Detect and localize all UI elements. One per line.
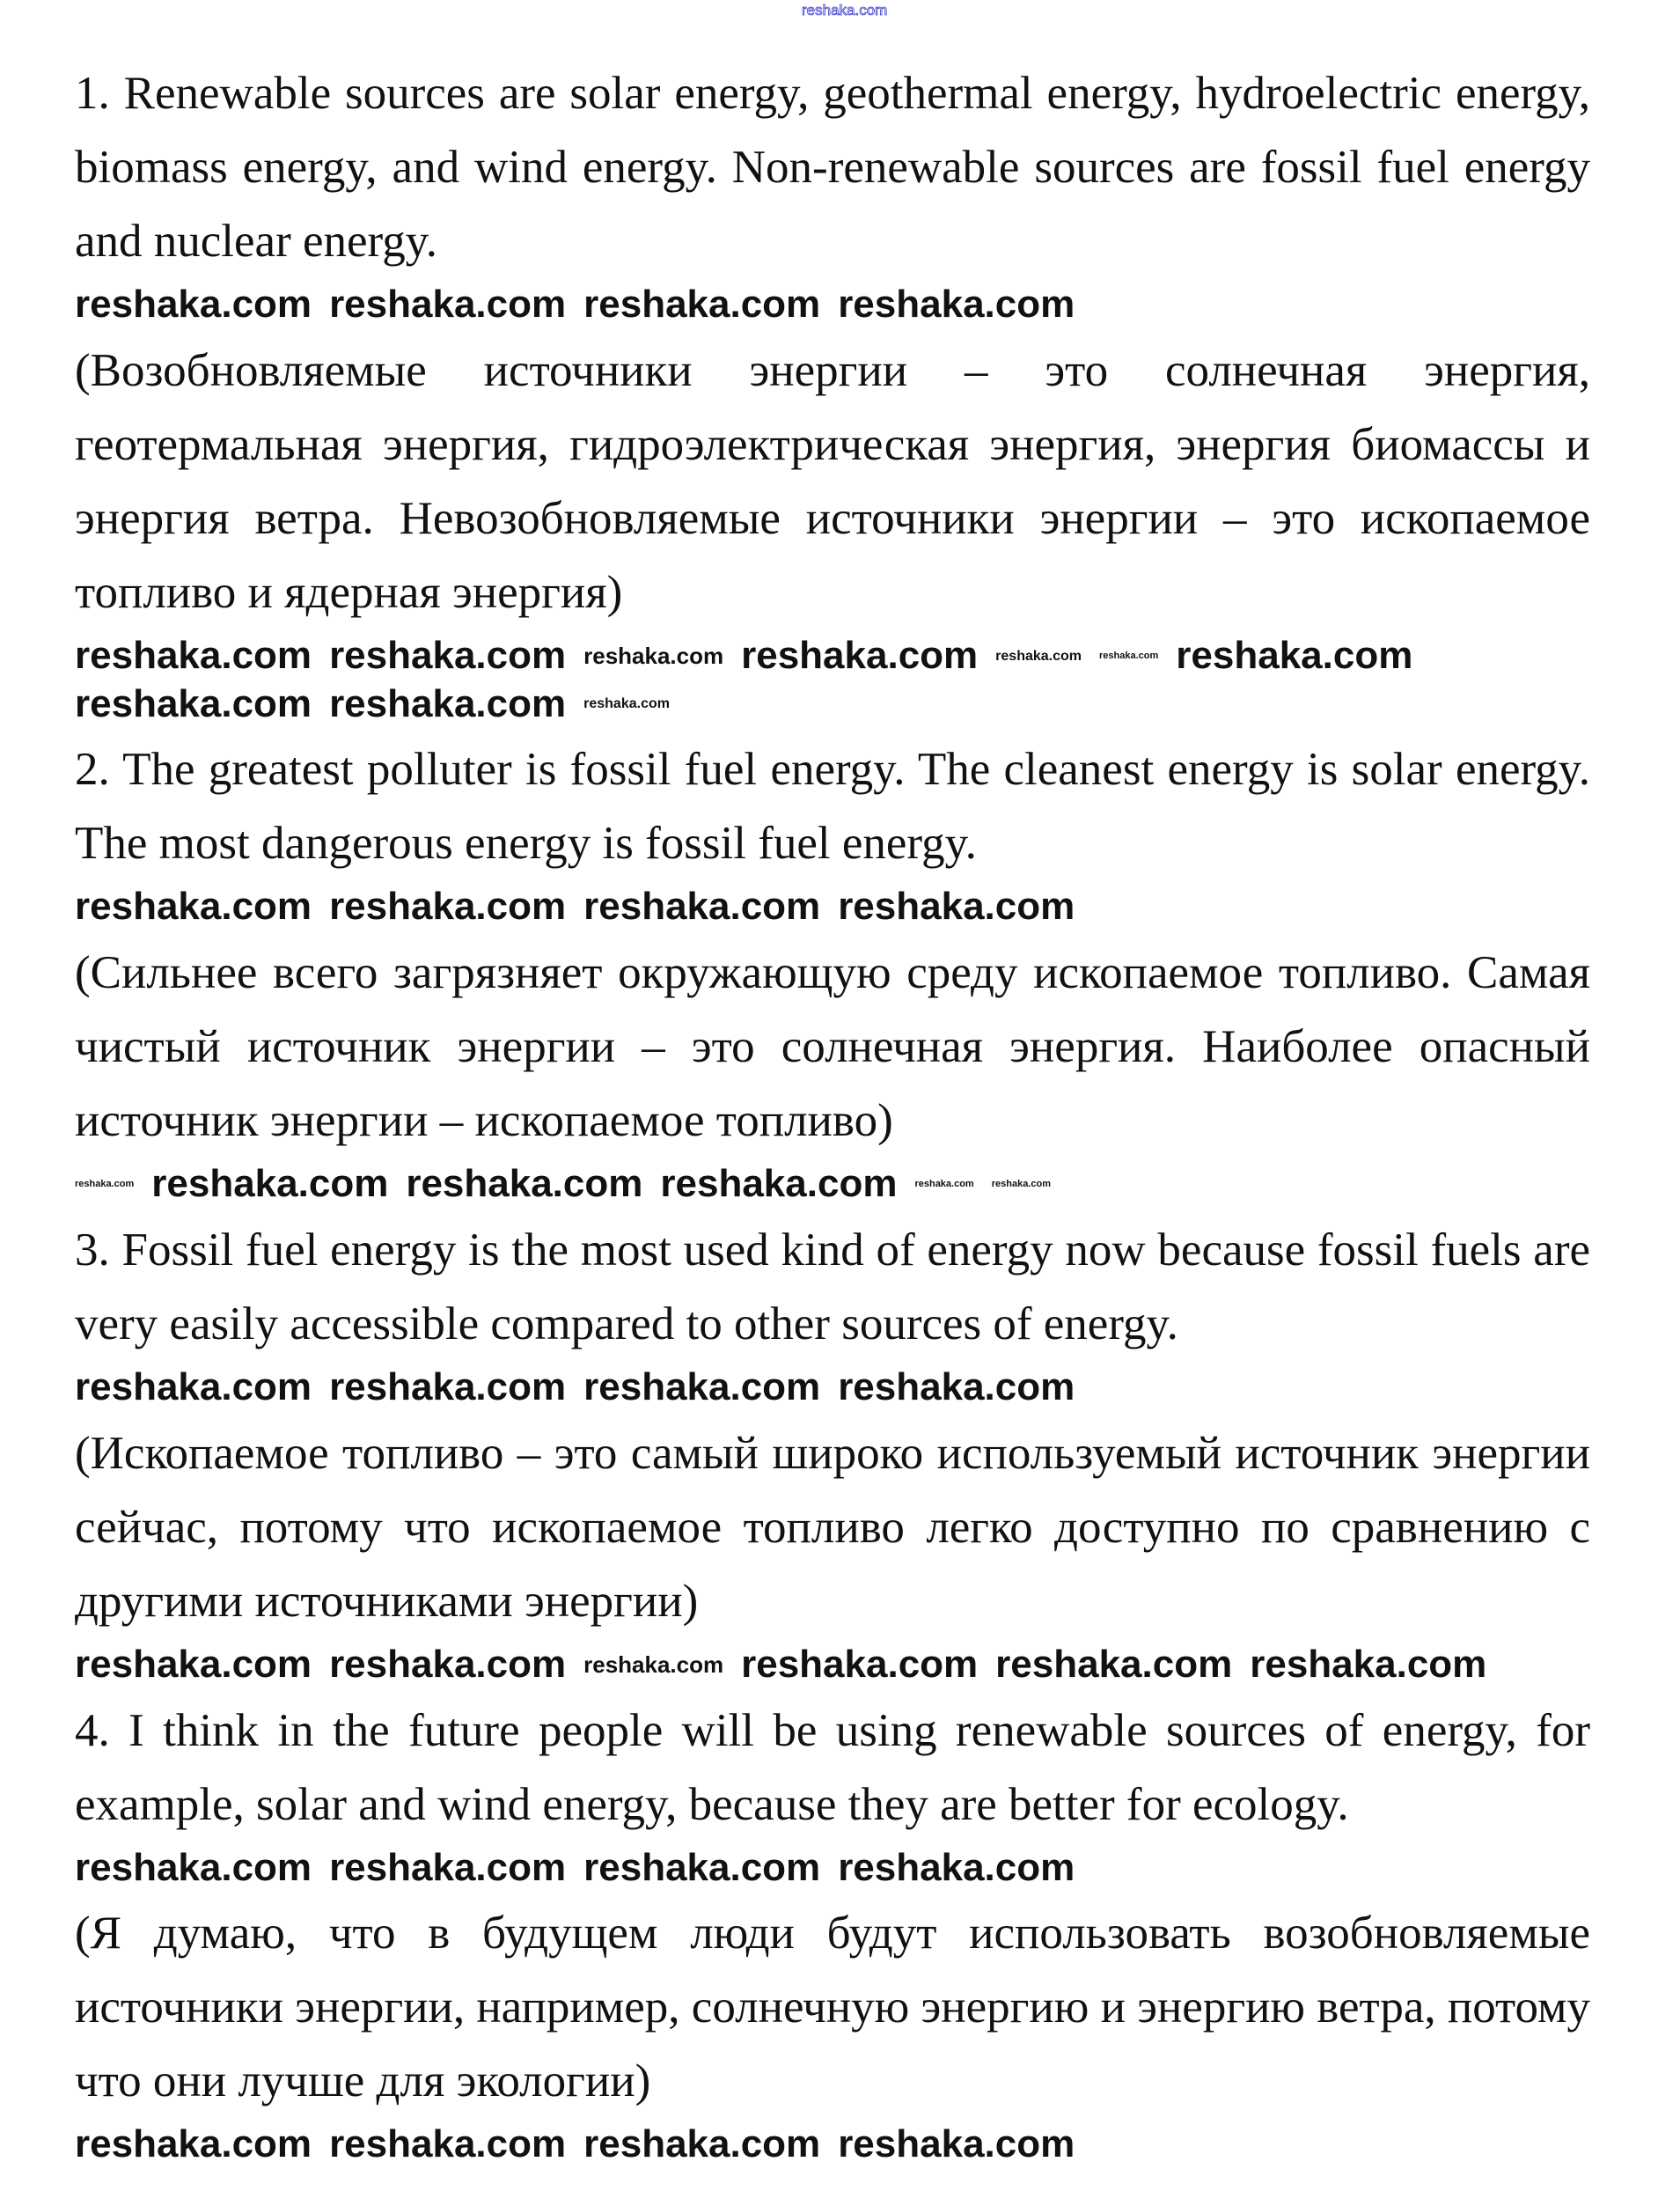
watermark: reshaka.com	[329, 681, 567, 725]
watermark: reshaka.com	[583, 2122, 821, 2166]
header-watermark-link[interactable]: reshaka.com	[802, 2, 888, 18]
watermark: reshaka.com	[75, 283, 312, 326]
watermark: reshaka.com	[75, 1364, 312, 1408]
watermark: reshaka.com	[329, 1642, 567, 1686]
watermark: reshaka.com	[583, 1364, 821, 1408]
watermark: reshaka.com	[75, 885, 312, 929]
watermark: reshaka.com	[995, 1642, 1233, 1686]
watermark-row	[75, 282, 1590, 328]
answer-4-russian: (Я думаю, что в будущем люди будут использовать возобновляемые источники энергии, например, солнечную энергию и энергию ветра, потому что они лучше для экологии)	[75, 1908, 1591, 2107]
answer-3-russian: (Ископаемое топливо – это самый широко используемый источник энергии сейчас, потому что ископаемое топливо легко доступно по сравнению с другими источниками энергии)	[75, 1427, 1590, 1627]
watermark: reshaka.com	[741, 633, 979, 677]
watermark: reshaka.com	[75, 1642, 312, 1686]
watermark-row	[75, 633, 1590, 728]
watermark-row	[75, 1642, 1590, 1688]
watermark: reshaka.com	[1099, 650, 1159, 661]
watermark-row	[75, 2121, 1590, 2168]
watermark: reshaka.com	[329, 283, 567, 326]
watermark: reshaka.com	[838, 885, 1075, 929]
watermark: reshaka.com	[838, 1845, 1075, 1889]
watermark: reshaka.com	[583, 1845, 821, 1889]
watermark: reshaka.com	[914, 1178, 974, 1189]
watermark: reshaka.com	[75, 2122, 312, 2166]
watermark: reshaka.com	[838, 283, 1075, 326]
watermark: reshaka.com	[75, 633, 312, 677]
watermark: reshaka.com	[991, 1178, 1051, 1189]
watermark: reshaka.com	[583, 696, 670, 712]
watermark: reshaka.com	[75, 1845, 312, 1889]
watermark: reshaka.com	[838, 1364, 1075, 1408]
watermark: reshaka.com	[406, 1162, 643, 1206]
watermark-row	[75, 1364, 1590, 1411]
watermark-row	[75, 1845, 1590, 1892]
watermark: reshaka.com	[741, 1642, 979, 1686]
answer-2-english: 2. The greatest polluter is fossil fuel energy. The cleanest energy is solar energy. The most dangerous energy is fossil fuel energy.	[75, 744, 1590, 870]
watermark: reshaka.com	[583, 885, 821, 929]
answer-1-russian: (Возобновляемые источники энергии – это солнечная энергия, геотермальная энергия, гидроэлектрическая энергия, энергия биомассы и энергия ветра. Невозобновляемые источники энергии – это ископаемое топливо и ядерная энергия)	[75, 344, 1590, 618]
watermark: reshaka.com	[995, 648, 1082, 664]
watermark: reshaka.com	[583, 283, 821, 326]
watermark: reshaka.com	[75, 1178, 135, 1189]
watermark: reshaka.com	[329, 1364, 567, 1408]
answer-4-english: 4. I think in the future people will be using renewable sources of energy, for example, solar and wind energy, because they are better for ecology.	[75, 1704, 1590, 1830]
answer-2-russian: (Сильнее всего загрязняет окружающую среду ископаемое топливо. Самая чистый источник энергии – это солнечная энергия. Наиболее опасный источник энергии – ископаемое топливо)	[75, 947, 1590, 1147]
watermark: reshaka.com	[329, 1845, 567, 1889]
watermark: reshaka.com	[329, 885, 567, 929]
watermark: reshaka.com	[1250, 1642, 1487, 1686]
watermark: reshaka.com	[583, 642, 724, 669]
watermark: reshaka.com	[1176, 633, 1413, 677]
watermark: reshaka.com	[151, 1162, 389, 1206]
watermark: reshaka.com	[329, 2122, 567, 2166]
watermark: reshaka.com	[75, 681, 312, 725]
answer-3-english: 3. Fossil fuel energy is the most used kind of energy now because fossil fuels are very easily accessible compared to other sources of energy.	[75, 1224, 1590, 1349]
watermark: reshaka.com	[329, 633, 567, 677]
answer-1-english: 1. Renewable sources are solar energy, geothermal energy, hydroelectric energy, biomass energy, and wind energy. Non-renewable sources are fossil fuel energy and nuclear energy.	[75, 68, 1590, 267]
watermark: reshaka.com	[583, 1651, 724, 1678]
watermark: reshaka.com	[660, 1162, 898, 1206]
watermark-row	[75, 1161, 1590, 1208]
watermark: reshaka.com	[838, 2122, 1075, 2166]
watermark-row	[75, 884, 1590, 930]
